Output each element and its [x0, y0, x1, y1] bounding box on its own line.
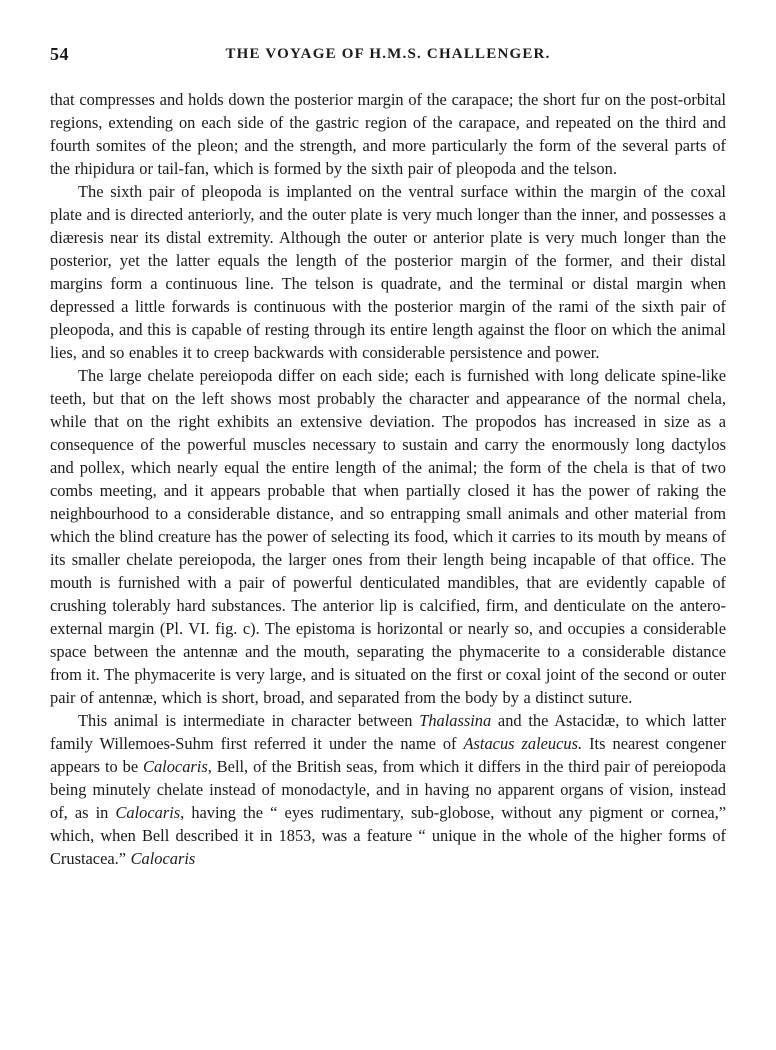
genus-name-calocaris: Calocaris	[130, 849, 196, 868]
paragraph-2: The sixth pair of pleopoda is implanted on the ventral surface within the margin of the coxal plate and is directed anteriorly, and the outer plate is very much longer than the inner, and possesses a diæresis near its distal extremity. Although the outer or anterior plate is very much longer than the posterior, yet the latter equals the length of the posterior margin of the former, and their distal margins form a continuous line. The telson is quadrate, and the terminal or distal margin when depressed a little forwards is continuous with the posterior margin of the rami of the sixth pair of pleopoda, and this is capable of resting through its entire length against the floor on which the animal lies, and so enables it to creep backwards with considerable persistence and power.	[50, 182, 726, 362]
text-run: Its nearest congener appears to be	[50, 734, 726, 776]
text-run: and the Astacidæ, to which latter family Willemoes-Suhm first referred it under the name of	[50, 711, 726, 753]
paragraph-1: that compresses and holds down the posterior margin of the carapace; the short fur on the post-orbital regions, extending on each side of the gastric region of the carapace, and repeated on the third and fourth somites of the pleon; and the strength, and more particularly the form of the several parts of the rhipidura or tail-fan, which is formed by the sixth pair of pleopoda and the telson.	[50, 90, 726, 178]
page-number: 54	[50, 44, 69, 64]
paragraph-4	[50, 709, 726, 870]
species-name-astacus-zaleucus: Astacus zaleucus.	[463, 734, 583, 753]
text-run: This animal is intermediate in character between	[78, 711, 420, 730]
running-title: THE VOYAGE OF H.M.S. CHALLENGER.	[225, 46, 551, 62]
text-run: , having the “ eyes rudimentary, sub-globose, without any pigment or cornea,” which, when Bell described it in 1853, was a feature “ unique in the whole of the higher forms of Crustacea.”	[50, 803, 727, 868]
page-header	[50, 44, 726, 72]
paragraph-3: The large chelate pereiopoda differ on each side; each is furnished with long delicate spine-like teeth, but that on the left shows most probably the character and appearance of the normal chela, while that on the right exhibits an extensive deviation. The propodos has increased in size as a consequence of the powerful muscles necessary to sustain and carry the enormously long dactylos and pollex, which nearly equal the entire length of the animal; the form of the chela is that of two combs meeting, and it appears probable that when partially closed it has the power of raking the neighbourhood to a considerable distance, and so entrapping small animals and other material from which the blind creature has the power of selecting its food, which it carries to its mouth by means of its smaller chelate pereiopoda, the larger ones from their length being incapable of that office. The mouth is furnished with a pair of powerful denticulated mandibles, that are evidently capable of crushing tolerably hard substances. The anterior lip is calcified, firm, and denticulate on the antero-external margin (Pl. VI. fig. c). The epistoma is horizontal or nearly so, and occupies a considerable space between the antennæ and the mouth, separating the phymacerite to a considerable distance from it. The phymacerite is very large, and is situated on the first or coxal joint of the second or outer pair of antennæ, which is short, broad, and separated from the body by a distinct suture.	[50, 366, 726, 707]
genus-name-thalassina: Thalassina	[419, 711, 492, 730]
body-text	[50, 88, 726, 870]
genus-name-calocaris: Calocaris	[143, 757, 208, 776]
genus-name-calocaris: Calocaris	[115, 803, 181, 822]
text-run: , Bell, of the British seas, from which it differs in the third pair of pereiopoda being minutely chelate instead of monodactyle, and in having no apparent organs of vision, instead of, as in	[50, 757, 726, 822]
